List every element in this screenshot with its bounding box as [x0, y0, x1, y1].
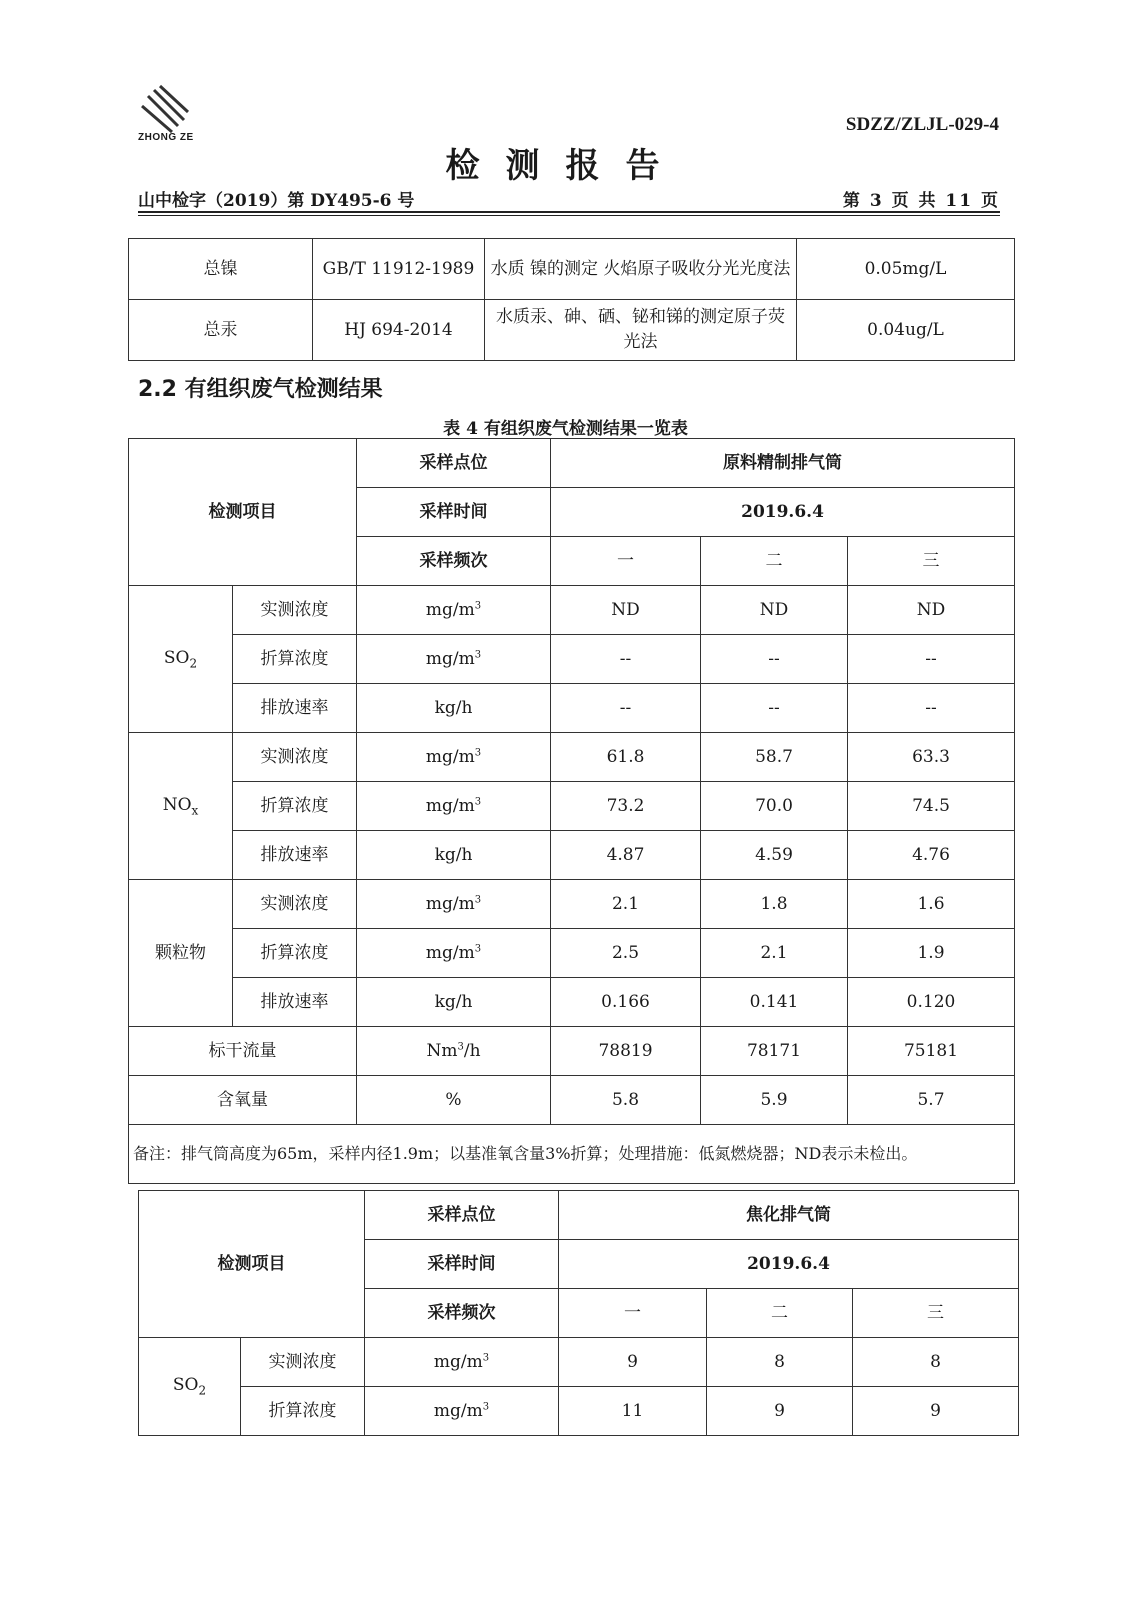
table-row	[129, 1027, 1015, 1076]
item-header: 检测项目	[129, 439, 357, 586]
cell: 4.59	[701, 831, 848, 880]
table-row	[129, 635, 1015, 684]
cell: 0.120	[848, 978, 1015, 1027]
cell: 5.7	[848, 1076, 1015, 1125]
freq-1: 一	[559, 1289, 707, 1338]
cell: ND	[701, 586, 848, 635]
table-row	[129, 1125, 1015, 1184]
freq-label: 采样频次	[365, 1289, 559, 1338]
point-label: 采样点位	[365, 1191, 559, 1240]
cell: 1.8	[701, 880, 848, 929]
unit: $mg/m^3$	[357, 586, 551, 635]
table-row	[129, 929, 1015, 978]
freq-3: 三	[853, 1289, 1019, 1338]
item-header: 检测项目	[139, 1191, 365, 1338]
time-value: 2019.6.4	[559, 1240, 1019, 1289]
cell: 58.7	[701, 733, 848, 782]
cell: 1.6	[848, 880, 1015, 929]
freq-3: 三	[848, 537, 1015, 586]
cell: 1.9	[848, 929, 1015, 978]
unit: $mg/m^3$	[357, 733, 551, 782]
param-measured: 实测浓度	[233, 586, 357, 635]
method-limit: 0.04ug/L	[797, 300, 1015, 361]
cell: 5.9	[701, 1076, 848, 1125]
param-measured: 实测浓度	[241, 1338, 365, 1387]
unit: $mg/m^3$	[365, 1387, 559, 1436]
cell: 8	[707, 1338, 853, 1387]
cell: 63.3	[848, 733, 1015, 782]
table-row	[129, 239, 1015, 300]
cell: 11	[559, 1387, 707, 1436]
section-title: 2.2 有组织废气检测结果	[138, 377, 383, 402]
table-row	[129, 439, 1015, 488]
oxygen-label: 含氧量	[129, 1076, 357, 1125]
table-caption: 表 4 有组织废气检测结果一览表	[443, 419, 688, 439]
pollutant-so2: $SO_2$	[139, 1338, 241, 1436]
method-standard: GB/T 11912-1989	[313, 239, 485, 300]
table-row	[129, 1076, 1015, 1125]
emission-table-coking	[138, 1190, 1019, 1436]
param-converted: 折算浓度	[241, 1387, 365, 1436]
cell: 8	[853, 1338, 1019, 1387]
param-converted: 折算浓度	[233, 929, 357, 978]
table-row	[129, 733, 1015, 782]
freq-2: 二	[701, 537, 848, 586]
unit: Nm$^3$/h	[357, 1027, 551, 1076]
cell: ND	[848, 586, 1015, 635]
unit: kg/h	[357, 831, 551, 880]
cell: --	[848, 635, 1015, 684]
table-row	[139, 1191, 1019, 1240]
cell: 74.5	[848, 782, 1015, 831]
unit: $mg/m^3$	[357, 929, 551, 978]
cell: 78171	[701, 1027, 848, 1076]
unit: kg/h	[357, 978, 551, 1027]
table-row	[129, 782, 1015, 831]
time-label: 采样时间	[357, 488, 551, 537]
method-name: 水质汞、砷、硒、铋和锑的测定原子荧光法	[485, 300, 797, 361]
cell: 9	[853, 1387, 1019, 1436]
method-standard: HJ 694-2014	[313, 300, 485, 361]
table-row	[129, 978, 1015, 1027]
cell: 9	[707, 1387, 853, 1436]
header-divider	[138, 211, 1000, 213]
param-converted: 折算浓度	[233, 635, 357, 684]
pollutant-nox: $NO_x$	[129, 733, 233, 880]
cell: 75181	[848, 1027, 1015, 1076]
cell: --	[848, 684, 1015, 733]
table-row	[129, 586, 1015, 635]
table-row	[139, 1338, 1019, 1387]
cell: --	[551, 635, 701, 684]
report-number: 山中检字（2019）第 DY495-6 号	[138, 191, 415, 211]
table-row	[129, 880, 1015, 929]
param-converted: 折算浓度	[233, 782, 357, 831]
logo-text: ZHONG ZE	[138, 132, 194, 143]
unit: $mg/m^3$	[357, 880, 551, 929]
cell: 0.166	[551, 978, 701, 1027]
cell: 9	[559, 1338, 707, 1387]
time-value: 2019.6.4	[551, 488, 1015, 537]
cell: 78819	[551, 1027, 701, 1076]
cell: 4.87	[551, 831, 701, 880]
pollutant-so2: $SO_2$	[129, 586, 233, 733]
method-name: 水质 镍的测定 火焰原子吸收分光光度法	[485, 239, 797, 300]
page-title: 检测报告	[445, 146, 686, 186]
table-row	[139, 1387, 1019, 1436]
table-note: 备注：排气筒高度为65m，采样内径1.9m；以基准氧含量3%折算；处理措施：低氮燃烧器；ND表示未检出。	[129, 1125, 1015, 1184]
freq-2: 二	[707, 1289, 853, 1338]
unit: $mg/m^3$	[365, 1338, 559, 1387]
cell: 70.0	[701, 782, 848, 831]
unit: $mg/m^3$	[357, 635, 551, 684]
freq-1: 一	[551, 537, 701, 586]
method-item: 总镍	[129, 239, 313, 300]
param-measured: 实测浓度	[233, 733, 357, 782]
param-rate: 排放速率	[233, 978, 357, 1027]
method-table	[128, 238, 1015, 361]
pollutant-pm: 颗粒物	[129, 880, 233, 1027]
method-limit: 0.05mg/L	[797, 239, 1015, 300]
report-header-line	[138, 186, 1000, 211]
param-rate: 排放速率	[233, 831, 357, 880]
flow-label: 标干流量	[129, 1027, 357, 1076]
cell: 73.2	[551, 782, 701, 831]
point-value: 原料精制排气筒	[551, 439, 1015, 488]
cell: 2.1	[701, 929, 848, 978]
cell: 61.8	[551, 733, 701, 782]
cell: ND	[551, 586, 701, 635]
document-code: SDZZ/ZLJL-029-4	[845, 114, 999, 135]
param-measured: 实测浓度	[233, 880, 357, 929]
time-label: 采样时间	[365, 1240, 559, 1289]
unit: $mg/m^3$	[357, 782, 551, 831]
cell: 0.141	[701, 978, 848, 1027]
cell: 4.76	[848, 831, 1015, 880]
cell: 2.1	[551, 880, 701, 929]
page-info: 第 3 页 共 11 页	[842, 191, 1000, 211]
table-row	[129, 831, 1015, 880]
cell: --	[551, 684, 701, 733]
point-label: 采样点位	[357, 439, 551, 488]
table-row	[129, 684, 1015, 733]
cell: --	[701, 684, 848, 733]
param-rate: 排放速率	[233, 684, 357, 733]
point-value: 焦化排气筒	[559, 1191, 1019, 1240]
method-item: 总汞	[129, 300, 313, 361]
header-divider-thin	[138, 215, 1000, 216]
cell: 5.8	[551, 1076, 701, 1125]
table-row	[129, 300, 1015, 361]
cell: --	[701, 635, 848, 684]
freq-label: 采样频次	[357, 537, 551, 586]
unit: %	[357, 1076, 551, 1125]
unit: kg/h	[357, 684, 551, 733]
emission-table-raw-material	[128, 438, 1015, 1184]
cell: 2.5	[551, 929, 701, 978]
